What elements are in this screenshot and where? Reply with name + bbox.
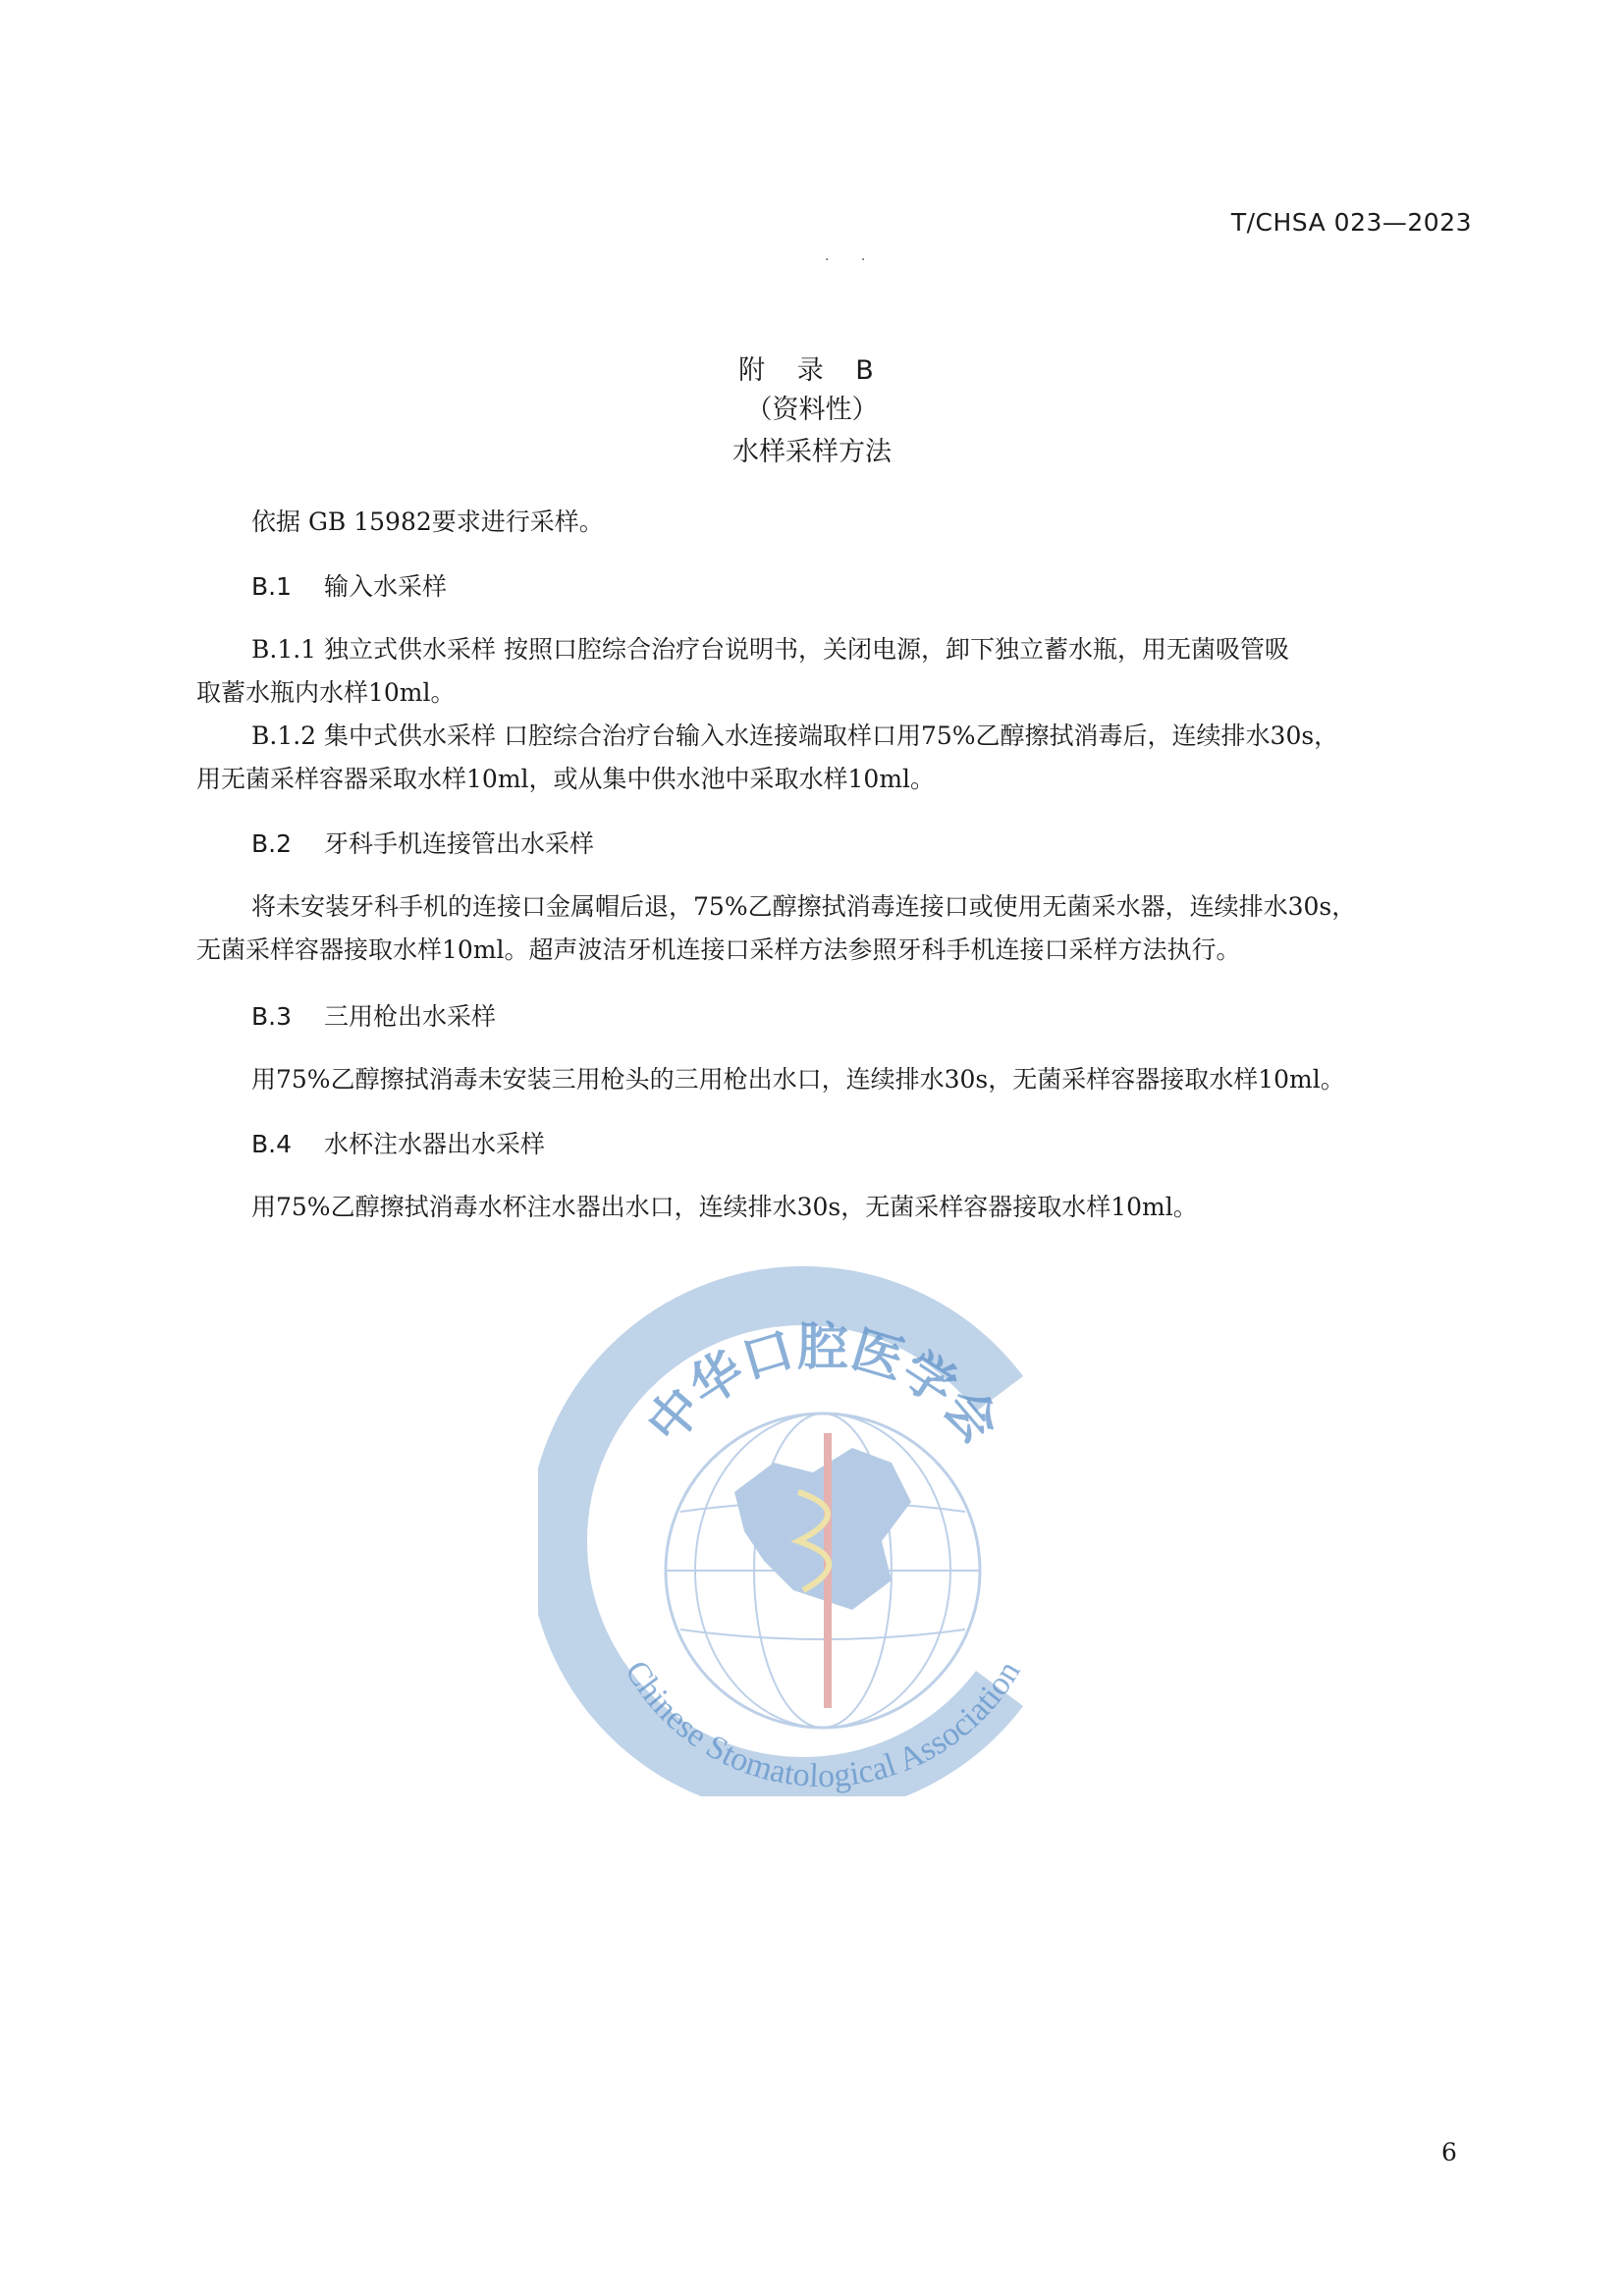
section-number: B.3 xyxy=(251,1002,293,1031)
section-heading-b2 xyxy=(251,825,594,860)
map-silhouette xyxy=(734,1448,911,1610)
paragraph-line: B.1.2 集中式供水采样 口腔综合治疗台输入水连接端取样口用75%乙醇擦拭消毒后，连续排水30s， xyxy=(251,721,1339,750)
section-heading-b3 xyxy=(251,997,496,1033)
page-number: 6 xyxy=(1441,2138,1457,2166)
paragraph-line: 取蓄水瓶内水样10ml。 xyxy=(196,678,456,707)
appendix-type: （资料性） xyxy=(745,395,879,425)
paragraph-line: B.1.1 独立式供水采样 按照口腔综合治疗台说明书，关闭电源，卸下独立蓄水瓶，用无菌吸管吸 xyxy=(251,635,1289,664)
section-title: 水杯注水器出水采样 xyxy=(324,1130,546,1158)
appendix-title: 附 录 B xyxy=(738,355,886,386)
seal-en-text: Chinese Stomatological Association xyxy=(618,1654,1028,1795)
section-number: B.4 xyxy=(251,1130,293,1158)
section-heading-b1 xyxy=(251,567,447,603)
paragraph-line: 用75%乙醇擦拭消毒未安装三用枪头的三用枪出水口，连续排水30s，无菌采样容器接取水样10ml。 xyxy=(251,1065,1345,1094)
appendix-subject: 水样采样方法 xyxy=(732,437,892,467)
paragraph-line: 将未安装牙科手机的连接口金属帽后退，75%乙醇擦拭消毒连接口或使用无菌采水器，连续排水30s， xyxy=(251,892,1357,921)
seal-cn-text: 中华口腔医学会 xyxy=(636,1319,1009,1455)
document-code: T/CHSA 023—2023 xyxy=(1230,208,1472,237)
section-number: B.1 xyxy=(251,572,293,601)
paragraph-line: 无菌采样容器接取水样10ml。超声波洁牙机连接口采样方法参照牙科手机连接口采样方法执行。 xyxy=(196,935,1241,964)
section-title: 三用枪出水采样 xyxy=(324,1002,497,1031)
section-heading-b4 xyxy=(251,1125,545,1160)
header-dots: . . xyxy=(825,248,880,264)
paragraph-line: 用75%乙醇擦拭消毒水杯注水器出水口，连续排水30s，无菌采样容器接取水样10ml。 xyxy=(251,1193,1198,1221)
section-title: 输入水采样 xyxy=(324,572,448,601)
association-seal-watermark xyxy=(538,1266,1108,1796)
intro-paragraph: 依据 GB 15982要求进行采样。 xyxy=(251,507,604,536)
section-title: 牙科手机连接管出水采样 xyxy=(324,829,595,858)
section-number: B.2 xyxy=(251,829,293,858)
paragraph-line: 用无菌采样容器采取水样10ml，或从集中供水池中采取水样10ml。 xyxy=(196,765,936,793)
